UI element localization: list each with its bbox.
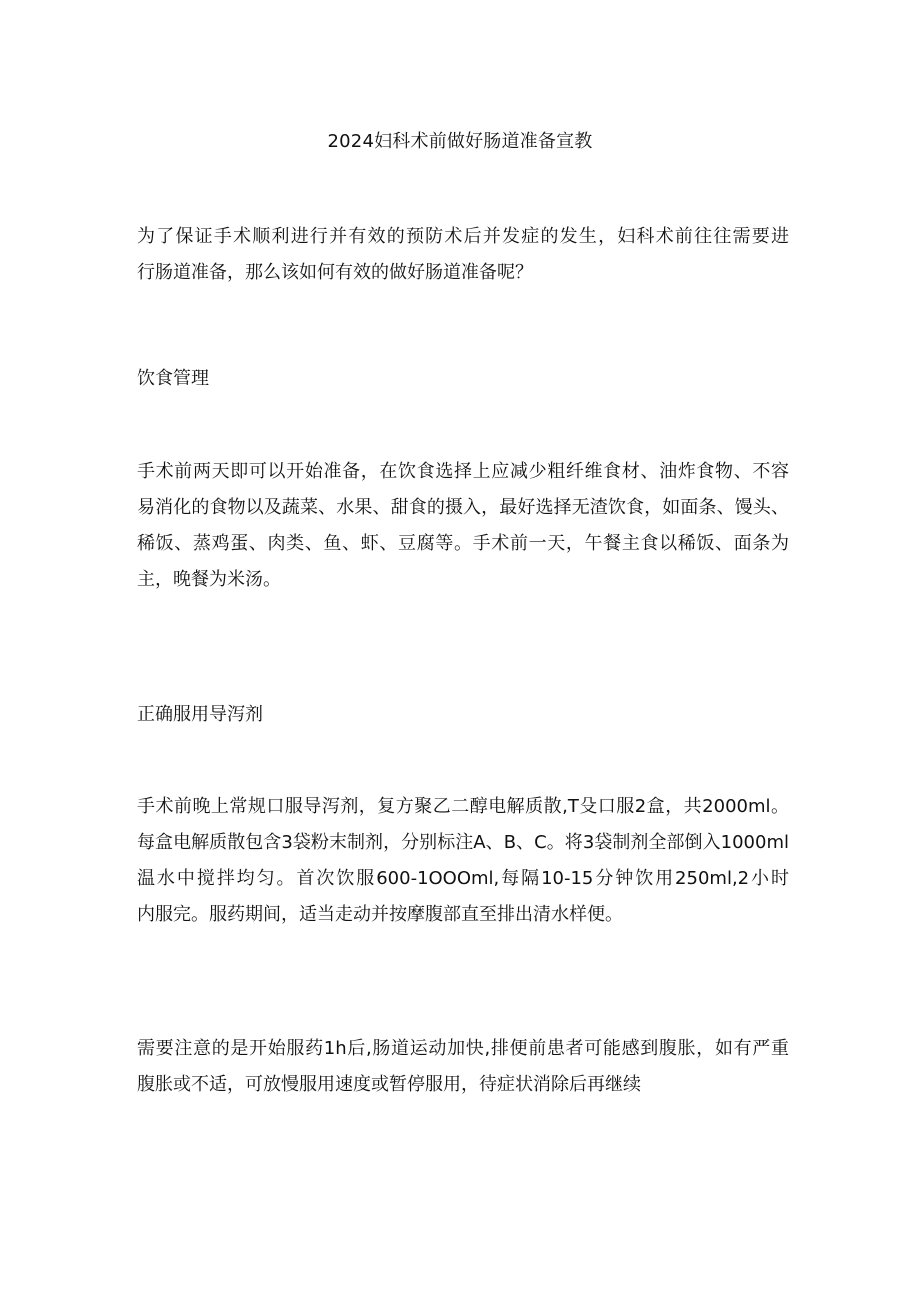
note-line: 腹胀或不适，可放慢服用速度或暂停服用，待症状消除后再继续	[137, 1074, 641, 1095]
laxative-line: 手术前晚上常规口服导泻剂，复方聚乙二醇电解质散,T殳口服2盒，共2000ml。	[137, 796, 789, 817]
intro-line: 为了保证手术顺利进行并有效的预防术后并发症的发生，妇科术前往往需要进	[137, 226, 789, 247]
diet-line: 手术前两天即可以开始准备，在饮食选择上应减少粗纤维食材、油炸食物、不容	[137, 461, 789, 482]
diet-line: 易消化的食物以及蔬菜、水果、甜食的摄入，最好选择无渣饮食，如面条、馒头、	[137, 497, 789, 518]
note-line: 需要注意的是开始服药1h后,肠道运动加快,排便前患者可能感到腹胀，如有严重	[137, 1038, 789, 1059]
laxative-paragraph	[137, 795, 789, 939]
diet-line: 稀饭、蒸鸡蛋、肉类、鱼、虾、豆腐等。手术前一天，午餐主食以稀饭、面条为	[137, 533, 789, 554]
diet-paragraph	[137, 460, 789, 604]
laxative-line: 温水中搅拌均匀。首次饮服600-1OOOml,每隔10-15分钟饮用250ml,2小时	[137, 868, 789, 889]
laxative-line: 每盒电解质散包含3袋粉末制剂，分别标注A、B、C。将3袋制剂全部倒入1000ml	[137, 832, 789, 853]
intro-line: 行肠道准备，那么该如何有效的做好肠道准备呢？	[137, 262, 533, 283]
section-heading-laxative: 正确服用导泻剂	[137, 704, 263, 725]
note-paragraph	[137, 1037, 789, 1109]
laxative-line: 内服完。服药期间，适当走动并按摩腹部直至排出清水样便。	[137, 904, 623, 925]
section-heading-diet: 饮食管理	[137, 368, 209, 389]
document-title: 2024妇科术前做好肠道准备宣教	[327, 131, 593, 152]
intro-paragraph	[137, 225, 789, 297]
diet-line: 主，晚餐为米汤。	[137, 569, 281, 590]
